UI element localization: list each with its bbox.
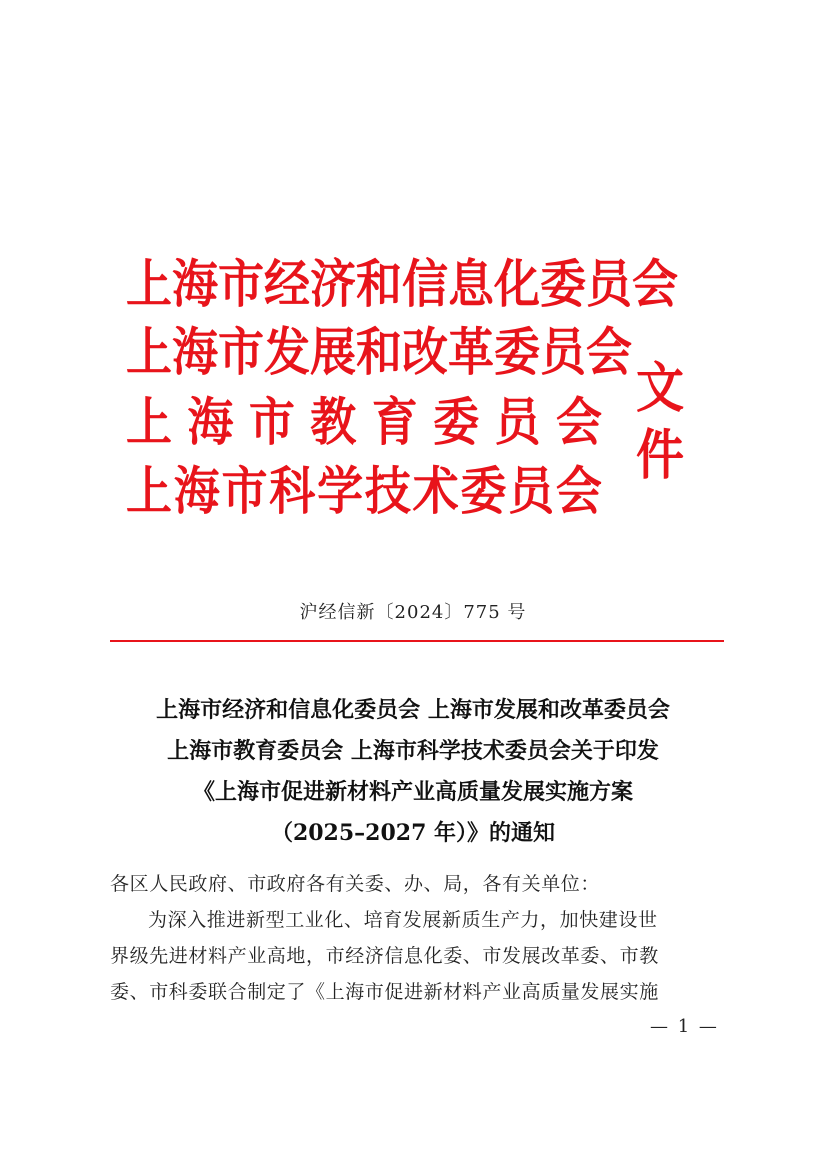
issuer-char: 市 [218,253,264,315]
issuer-char: 息 [448,253,494,315]
issuer-char: 海 [172,321,218,383]
issuer-char: 委 [494,321,540,383]
issuer-char: 信 [402,253,448,315]
issuer-science-technology [126,457,602,524]
issuer-char: 技 [364,460,411,522]
issuer-char: 上 [126,460,172,522]
issuer-char: 会 [555,391,602,453]
notice-title [0,690,826,854]
title-line: 上海市经济和信息化委员会 上海市发展和改革委员会 [156,697,670,723]
red-divider-line [110,640,724,642]
salutation: 各区人民政府、市政府各有关委、办、局，各有关单位： [110,873,601,895]
issuer-char: 和 [356,321,402,383]
issuer-char: 会 [632,253,678,315]
issuer-development-reform [126,318,632,385]
issuer-char: 海 [173,460,220,522]
issuer-economy-informatization [126,250,678,317]
issuer-char: 委 [433,391,480,453]
issuer-char: 上 [126,253,172,315]
body-line: 为深入推进新型工业化、培育发展新质生产力，加快建设世 [148,909,658,931]
title-line: 上海市教育委员会 上海市科学技术委员会关于印发 [167,738,659,764]
issuer-char: 市 [221,460,268,522]
issuer-char: 委 [540,253,586,315]
issuer-char: 市 [218,321,264,383]
issuer-char: 化 [494,253,540,315]
issuer-char: 学 [317,460,364,522]
issuer-char: 会 [555,460,602,522]
issuer-char: 经 [264,253,310,315]
issuer-char: 海 [172,253,218,315]
issuer-char: 和 [356,253,402,315]
issuer-char: 委 [460,460,507,522]
issuer-char: 市 [248,391,295,453]
title-line: 《上海市促进新材料产业高质量发展实施方案 [192,779,633,805]
document-type-label: 文件 [636,357,687,487]
notice-body [110,866,726,1010]
issuer-char: 展 [310,321,356,383]
issuer-char: 育 [371,391,418,453]
body-line: 委、市科委联合制定了《上海市促进新材料产业高质量发展实施 [110,981,659,1003]
issuer-education [126,388,602,455]
issuer-char: 术 [412,460,459,522]
issuer-char: 济 [310,253,356,315]
title-line: （2025–2027 年）》的通知 [270,820,556,846]
issuer-char: 海 [187,391,234,453]
issuer-char: 会 [586,321,632,383]
issuer-char: 革 [448,321,494,383]
body-line: 界级先进材料产业高地，市经济信息化委、市发展改革委、市教 [110,945,659,967]
red-header [126,250,726,530]
issuer-char: 发 [264,321,310,383]
issuer-char: 上 [126,391,172,453]
issuer-char: 员 [494,391,541,453]
page-number: — 1 — [650,1016,719,1037]
issuer-char: 教 [310,391,357,453]
issuer-char: 员 [586,253,632,315]
issuer-char: 员 [508,460,555,522]
issuer-char: 员 [540,321,586,383]
issuer-char: 上 [126,321,172,383]
issuer-char: 改 [402,321,448,383]
issuer-char: 科 [269,460,316,522]
document-number: 沪经信新〔2024〕775 号 [299,602,527,623]
